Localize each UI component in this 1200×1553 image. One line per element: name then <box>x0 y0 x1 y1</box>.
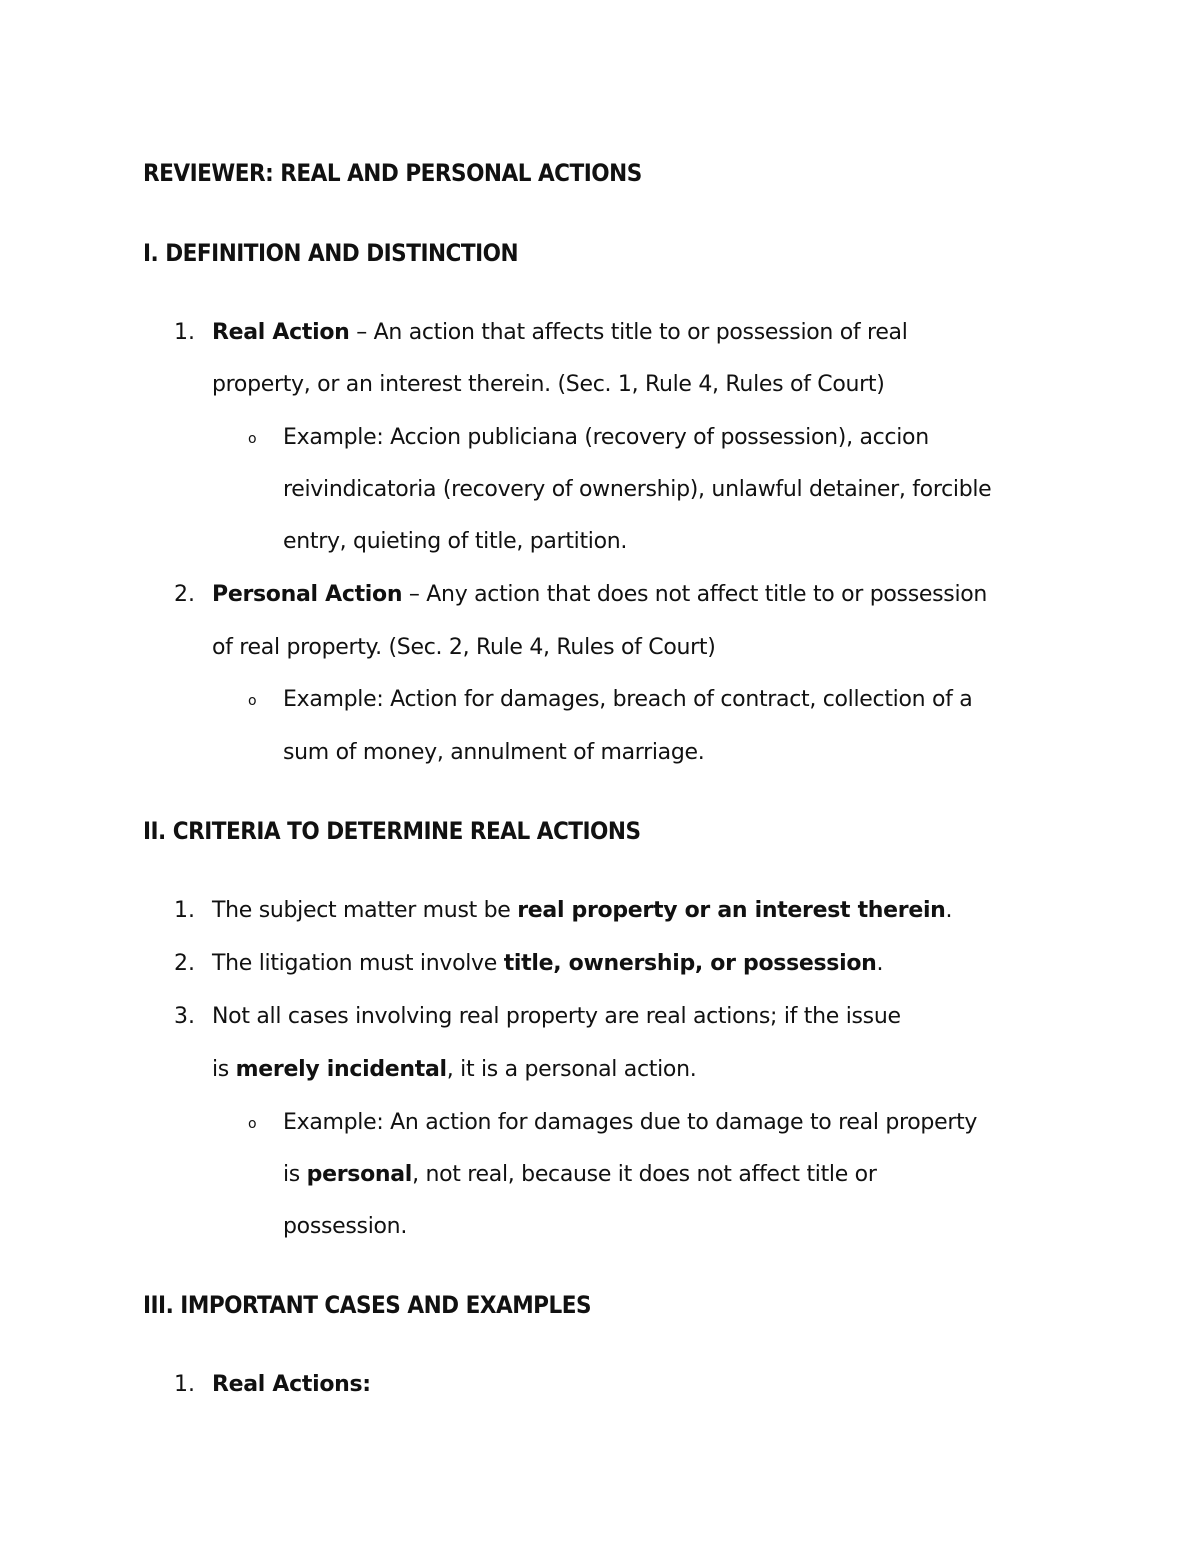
example-text: Example: Accion publiciana (recovery of possession), accion <box>283 425 929 450</box>
criteria-text: The litigation must involve <box>212 951 504 976</box>
example-text: , not real, because it does not affect title or <box>412 1162 877 1187</box>
section-heading-3: III. IMPORTANT CASES AND EXAMPLES <box>143 1291 592 1319</box>
criteria-emphasis: merely incidental <box>235 1057 447 1082</box>
list-number: 1. <box>174 898 195 923</box>
term-personal-action: Personal Action <box>212 582 403 607</box>
example-text: possession. <box>283 1214 408 1239</box>
section-heading-1: I. DEFINITION AND DISTINCTION <box>143 239 519 267</box>
definition-text: – Any action that does not affect title to or possession <box>402 582 988 607</box>
list-item <box>212 580 987 610</box>
criteria-emphasis: title, ownership, or possession <box>503 951 877 976</box>
criteria-emphasis: real property or an interest therein <box>517 898 946 923</box>
sub-bullet: o <box>248 1116 257 1132</box>
example-text: reivindicatoria (recovery of ownership), unlawful detainer, forcible <box>283 477 992 502</box>
document-title: REVIEWER: REAL AND PERSONAL ACTIONS <box>143 159 642 187</box>
example-emphasis: personal <box>306 1162 413 1187</box>
criteria-text: Not all cases involving real property are real actions; if the issue <box>212 1004 901 1029</box>
section-heading-2: II. CRITERIA TO DETERMINE REAL ACTIONS <box>143 817 641 845</box>
sub-bullet: o <box>248 693 257 709</box>
subheading-real-actions: Real Actions: <box>212 1372 371 1397</box>
list-item <box>212 949 883 979</box>
list-number: 1. <box>174 1372 195 1397</box>
list-item <box>283 1160 877 1190</box>
example-text: is <box>283 1162 307 1187</box>
example-text: Example: An action for damages due to damage to real property <box>283 1110 978 1135</box>
criteria-text: is <box>212 1057 236 1082</box>
definition-text: of real property. (Sec. 2, Rule 4, Rules of Court) <box>212 635 716 660</box>
criteria-text: . <box>876 951 884 976</box>
definition-text: – An action that affects title to or possession of real <box>349 320 908 345</box>
list-number: 2. <box>174 582 195 607</box>
criteria-text: . <box>945 898 953 923</box>
sub-bullet: o <box>248 431 257 447</box>
example-text: Example: Action for damages, breach of contract, collection of a <box>283 687 973 712</box>
list-item <box>212 1370 371 1400</box>
list-number: 3. <box>174 1004 195 1029</box>
criteria-text: The subject matter must be <box>212 898 518 923</box>
list-number: 2. <box>174 951 195 976</box>
criteria-text: , it is a personal action. <box>446 1057 697 1082</box>
example-text: entry, quieting of title, partition. <box>283 529 628 554</box>
term-real-action: Real Action <box>212 320 350 345</box>
definition-text: property, or an interest therein. (Sec. 1, Rule 4, Rules of Court) <box>212 372 885 397</box>
list-item <box>212 318 908 348</box>
list-number: 1. <box>174 320 195 345</box>
example-text: sum of money, annulment of marriage. <box>283 740 705 765</box>
list-item <box>212 1055 696 1085</box>
list-item <box>212 896 952 926</box>
